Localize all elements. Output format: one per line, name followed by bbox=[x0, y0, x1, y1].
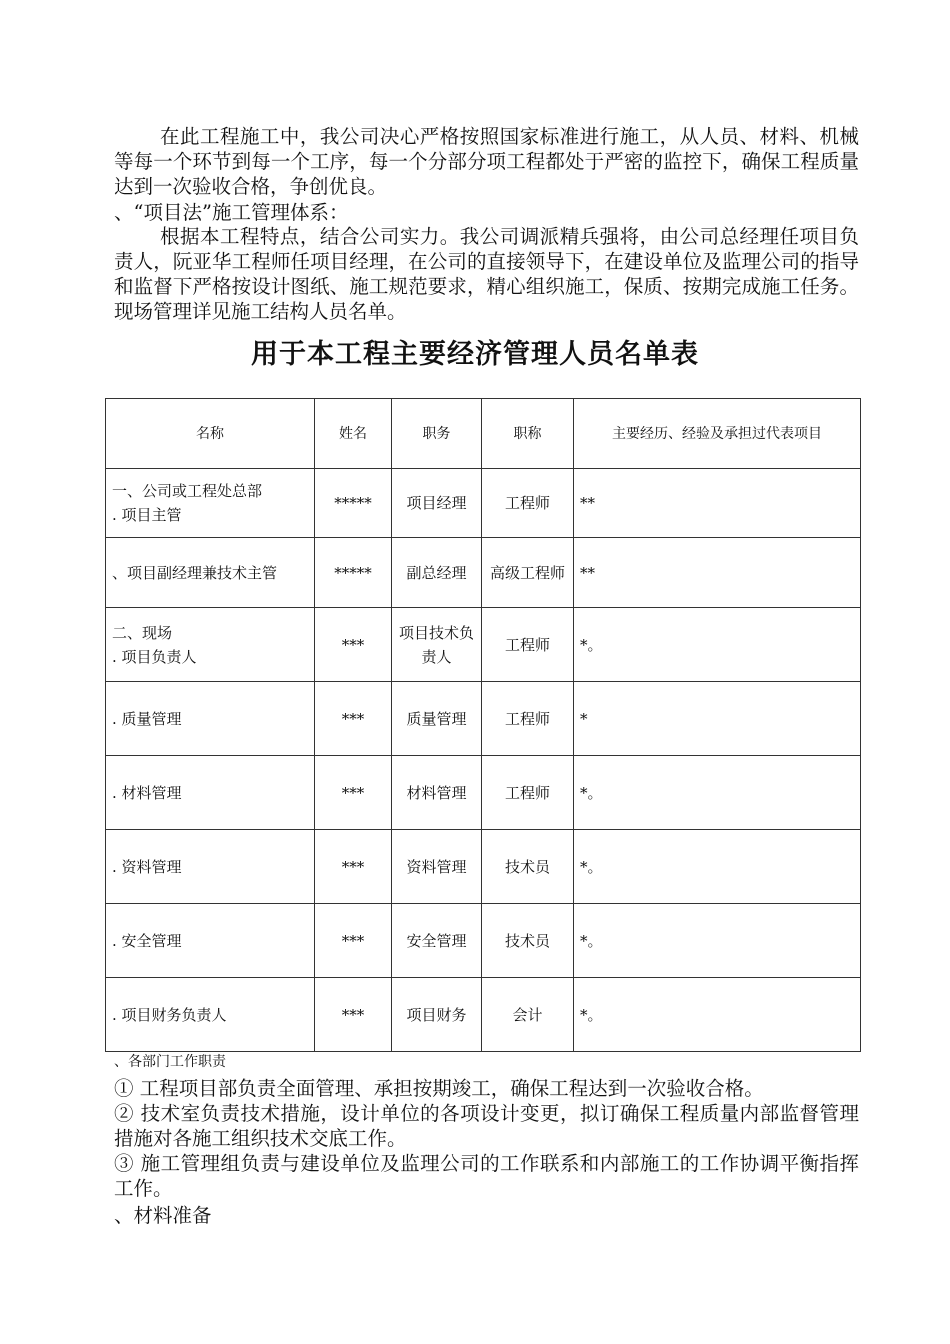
row-name-line2: . 项目负责人 bbox=[112, 647, 197, 666]
row-name-cell bbox=[106, 830, 315, 904]
row-experience: *。 bbox=[574, 756, 861, 830]
row-experience: ** bbox=[574, 538, 861, 608]
row-duty: 质量管理 bbox=[392, 682, 482, 756]
row-person: ***** bbox=[315, 469, 392, 538]
table-title: 用于本工程主要经济管理人员名单表 bbox=[251, 339, 699, 370]
row-duty: 安全管理 bbox=[392, 904, 482, 978]
row-title: 工程师 bbox=[482, 756, 574, 830]
duties-list bbox=[114, 1076, 859, 1201]
row-name-cell bbox=[106, 904, 315, 978]
table-row bbox=[106, 682, 861, 756]
header-title: 职称 bbox=[482, 399, 574, 469]
table-row bbox=[106, 830, 861, 904]
row-name-cell bbox=[106, 538, 315, 608]
duty-item-1: ① 工程项目部负责全面管理、承担按期竣工，确保工程达到一次验收合格。 bbox=[114, 1077, 764, 1100]
row-experience: *。 bbox=[574, 830, 861, 904]
duty-item-3: ③ 施工管理组负责与建设单位及监理公司的工作联系和内部施工的工作协调平衡指挥工作。 bbox=[114, 1152, 859, 1200]
row-name-cell bbox=[106, 608, 315, 682]
staff-table bbox=[105, 398, 861, 1052]
row-title: 会计 bbox=[482, 978, 574, 1052]
header-person: 姓名 bbox=[315, 399, 392, 469]
row-person: *** bbox=[315, 830, 392, 904]
duty-item-2: ② 技术室负责技术措施，设计单位的各项设计变更，拟订确保工程质量内部监督管理措施对各施工组织技术交底工作。 bbox=[114, 1102, 859, 1150]
row-person: *** bbox=[315, 904, 392, 978]
row-person: ***** bbox=[315, 538, 392, 608]
row-name-line1: 二、现场 bbox=[112, 623, 173, 642]
row-name-cell bbox=[106, 682, 315, 756]
row-duty: 材料管理 bbox=[392, 756, 482, 830]
row-name-cell bbox=[106, 469, 315, 538]
header-experience: 主要经历、经验及承担过代表项目 bbox=[574, 399, 861, 469]
row-person: *** bbox=[315, 682, 392, 756]
table-row bbox=[106, 978, 861, 1052]
row-person: *** bbox=[315, 978, 392, 1052]
header-name: 名称 bbox=[106, 399, 315, 469]
row-person: *** bbox=[315, 608, 392, 682]
materials-heading: 、材料准备 bbox=[114, 1204, 212, 1227]
row-person: *** bbox=[315, 756, 392, 830]
row-name-line1: . 资料管理 bbox=[112, 857, 182, 876]
row-experience: *。 bbox=[574, 978, 861, 1052]
row-title: 高级工程师 bbox=[482, 538, 574, 608]
row-title: 技术员 bbox=[482, 904, 574, 978]
row-name-cell bbox=[106, 978, 315, 1052]
table-row bbox=[106, 904, 861, 978]
row-experience: *。 bbox=[574, 904, 861, 978]
row-duty: 项目经理 bbox=[392, 469, 482, 538]
row-experience: *。 bbox=[574, 608, 861, 682]
table-row bbox=[106, 756, 861, 830]
row-name-cell bbox=[106, 756, 315, 830]
row-experience: * bbox=[574, 682, 861, 756]
row-duty: 资料管理 bbox=[392, 830, 482, 904]
table-header-row bbox=[106, 399, 861, 469]
duties-heading: 、各部门工作职责 bbox=[114, 1054, 226, 1070]
row-duty: 项目技术负责人 bbox=[392, 608, 482, 682]
row-title: 工程师 bbox=[482, 469, 574, 538]
header-duty: 职务 bbox=[392, 399, 482, 469]
row-title: 工程师 bbox=[482, 608, 574, 682]
row-experience: ** bbox=[574, 469, 861, 538]
table-row bbox=[106, 538, 861, 608]
row-name-line2: . 项目主管 bbox=[112, 506, 182, 524]
row-name-line1: 一、公司或工程处总部 bbox=[112, 482, 263, 500]
intro-paragraph-1: 在此工程施工中，我公司决心严格按照国家标准进行施工，从人员、材料、机械等每一个环节到每一个工序，每一个分部分项工程都处于严密的监控下，确保工程质量达到一次验收合格，争创优良。 bbox=[114, 125, 859, 198]
row-name-line1: . 质量管理 bbox=[112, 709, 182, 728]
row-title: 工程师 bbox=[482, 682, 574, 756]
row-title: 技术员 bbox=[482, 830, 574, 904]
row-duty: 项目财务 bbox=[392, 978, 482, 1052]
row-name-line1: . 项目财务负责人 bbox=[112, 1005, 227, 1024]
table-row bbox=[106, 469, 861, 538]
table-row bbox=[106, 608, 861, 682]
intro-paragraph-2: 根据本工程特点，结合公司实力。我公司调派精兵强将，由公司总经理任项目负责人，阮亚华工程师任项目经理，在公司的直接领导下，在建设单位及监理公司的指导和监督下严格按设计图纸、施工规范要求，精心组织施工，保质、按期完成施工任务。现场管理详见施工结构人员名单。 bbox=[114, 225, 859, 323]
section-heading-project-method: 、“项目法”施工管理体系： bbox=[114, 201, 349, 224]
row-name-line1: 、项目副经理兼技术主管 bbox=[112, 563, 278, 582]
row-name-line1: . 安全管理 bbox=[112, 931, 182, 950]
row-duty: 副总经理 bbox=[392, 538, 482, 608]
row-name-line1: . 材料管理 bbox=[112, 783, 182, 802]
